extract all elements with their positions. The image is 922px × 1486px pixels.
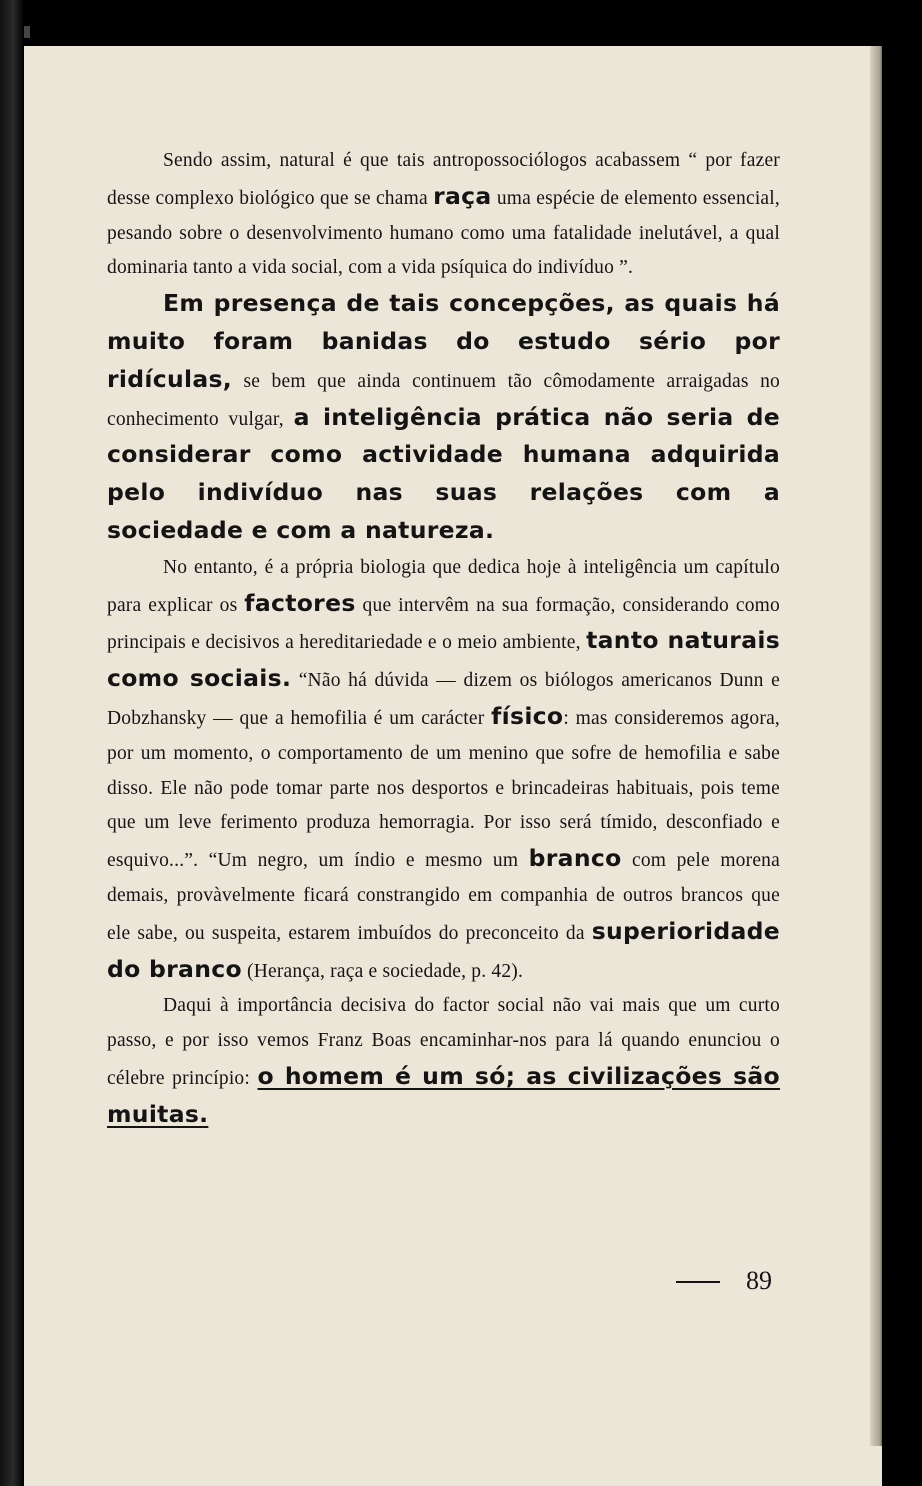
emphasis-run: superioridade do branco: [107, 916, 780, 983]
text-run: (Herança, raça e sociedade, p. 42).: [241, 960, 524, 982]
emphasis-run: branco: [528, 844, 622, 873]
paragraph-3: [107, 551, 780, 990]
scan-right-edge: [882, 46, 922, 1486]
text-run: que intervêm na sua formação, considerando como principais e decisivos a hereditariedade e o meio ambiente,: [107, 594, 780, 654]
paragraph-2: [107, 286, 780, 551]
emphasis-run: tanto naturais como sociais.: [107, 626, 780, 693]
book-page: [24, 46, 882, 1486]
text-run: uma espécie de elemento essencial, pesando sobre o desenvolvimento humano como uma fatalidade inelutável, a qual dominaria tanto a vida social, com a vida psíquica do indivíduo ”.: [107, 187, 780, 279]
scan-left-edge: [0, 0, 24, 1486]
page-number: 89: [746, 1266, 772, 1295]
text-run: : mas consideremos agora, por um momento, o comportamento de um menino que sofre de hemofilia e sabe disso. Ele não pode tomar parte nos desportos e brincadeiras habituais, pois teme que um leve ferimento produza hemorragia. Por isso será tímido, desconfiado e esquivo...”. “Um negro, um índio e mesmo um: [107, 707, 781, 872]
text-run: Daqui à importância decisiva do factor social não vai mais que um curto passo, e por isso vemos Franz Boas encaminhar-nos para lá quando enunciou o célebre princípio:: [107, 995, 780, 1089]
text-run: “Não há dúvida — dizem os biólogos americanos Dunn e Dobzhansky — que a hemofilia é um carácter: [107, 670, 781, 729]
emphasis-run: raça: [433, 181, 492, 210]
emphasis-run: factores: [244, 588, 356, 617]
paragraph-4: [107, 989, 780, 1134]
text-run: No entanto, é a própria biologia que dedica hoje à inteligência um capítulo para explicar os: [107, 556, 780, 616]
body-text: [107, 144, 780, 1135]
emphasis-run: Em presença de tais concepções, as quais há muito foram banidas do estudo sério por ridículas,: [107, 289, 780, 393]
emphasis-run: físico: [491, 701, 564, 730]
paragraph-1: [107, 144, 780, 286]
emphasis-run: a inteligência prática não seria de considerar como actividade humana adquirida pelo indivíduo nas suas relações com a sociedade e com a natureza.: [107, 402, 781, 544]
text-run: Sendo assim, natural é que tais antropossociólogos acabassem “ por fazer desse complexo biológico que se chama: [107, 150, 780, 209]
underlined-quote: o homem é um só; as civilizações são muitas.: [107, 1061, 780, 1128]
scan-top-edge: [0, 0, 922, 46]
text-run: se bem que ainda continuem tão cômodamente arraigadas no conhecimento vulgar,: [107, 370, 780, 430]
text-run: com pele morena demais, provàvelmente ficará constrangido em companhia de outros brancos que ele sabe, ou suspeita, estarem imbuídos do preconceito da: [107, 850, 780, 944]
